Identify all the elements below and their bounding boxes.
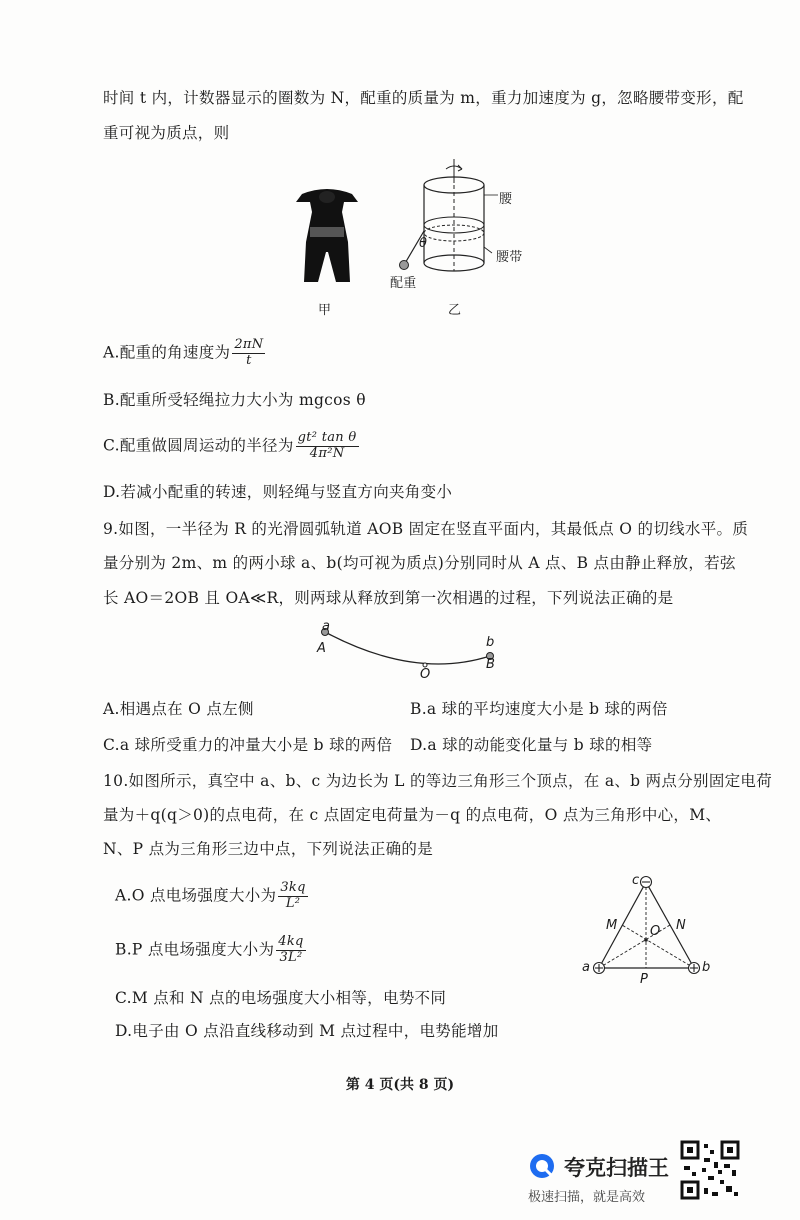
- q10-option-a-fraction: [278, 881, 307, 912]
- fig-label-yaodai: 腰带: [496, 250, 523, 265]
- q10-fig-label-c: c: [632, 873, 640, 888]
- q9-stem-line3: 长 AO＝2OB 且 OA≪R，则两球从释放到第一次相遇的过程，下列说法正确的是: [103, 589, 674, 607]
- q10-fig-label-P: P: [640, 972, 649, 987]
- q10-option-b-fraction: [276, 935, 305, 966]
- q10-option-b: [115, 935, 306, 966]
- q8-option-c-text: C.配重做圆周运动的半径为: [103, 436, 294, 455]
- q9-option-c: C.a 球所受重力的冲量大小是 b 球的两倍: [103, 736, 393, 754]
- fig-label-yi: 乙: [448, 303, 462, 318]
- q10-fig-label-a: a: [582, 960, 591, 975]
- q8-stem-line2: 重可视为质点，则: [103, 124, 230, 142]
- q10-option-a: [115, 881, 308, 912]
- q10-fig-label-b: b: [702, 960, 711, 975]
- fig-label-jia: 甲: [318, 303, 332, 318]
- q9-fig-label-b: b: [486, 635, 495, 650]
- q9-stem-line2: 量分别为 2m、m 的两小球 a、b(均可视为质点)分别同时从 A 点、B 点由静止释放，若弦: [103, 554, 736, 572]
- q8-option-c-fraction: [296, 431, 359, 462]
- fig-label-peizhong: 配重: [390, 276, 417, 291]
- q8-option-c: [103, 431, 359, 462]
- q8-option-a: [103, 338, 265, 369]
- q10-option-a-text: A.O 点电场强度大小为: [115, 886, 277, 905]
- q9-option-a: A.相遇点在 O 点左侧: [103, 700, 254, 718]
- page-number: 第 4 页(共 8 页): [345, 1077, 455, 1093]
- q9-stem-line1: 9.如图，一半径为 R 的光滑圆弧轨道 AOB 固定在竖直平面内，其最低点 O 的切线水平。质: [103, 520, 749, 538]
- q10-stem-line1: 10.如图所示，真空中 a、b、c 为边长为 L 的等边三角形三个顶点，在 a、b 两点分别固定电荷: [103, 772, 773, 790]
- q10-option-b-numerator: 4kq: [278, 934, 304, 949]
- q9-fig-label-O: O: [420, 667, 431, 682]
- q8-option-c-denominator: 4π²N: [309, 445, 345, 461]
- q10-fig-label-O: O: [650, 924, 661, 939]
- q10-option-a-numerator: 3kq: [280, 880, 306, 895]
- q10-option-c: C.M 点和 N 点的电场强度大小相等，电势不同: [115, 989, 447, 1007]
- q8-option-d: D.若减小配重的转速，则轻绳与竖直方向夹角变小: [103, 483, 453, 501]
- q9-fig-label-A: A: [317, 641, 327, 656]
- figure-arc-track: [305, 620, 515, 685]
- q8-option-a-denominator: t: [246, 352, 252, 368]
- q8-option-b: B.配重所受轻绳拉力大小为 mgcos θ: [103, 391, 366, 409]
- figure-jia-person: [292, 182, 362, 297]
- q10-fig-label-M: M: [606, 918, 618, 933]
- q10-option-a-denominator: L²: [285, 895, 301, 911]
- q10-option-b-text: B.P 点电场强度大小为: [115, 940, 275, 959]
- q9-option-d: D.a 球的动能变化量与 b 球的相等: [410, 736, 653, 754]
- q8-stem-line1: 时间 t 内，计数器显示的圈数为 N，配重的质量为 m，重力加速度为 g，忽略腰带变形，配: [103, 89, 744, 107]
- q8-option-c-numerator: gt² tan θ: [297, 430, 357, 445]
- fig-label-yao: 腰: [499, 192, 513, 207]
- q8-option-a-fraction: [232, 338, 265, 369]
- q10-stem-line2: 量为＋q(q＞0)的点电荷，在 c 点固定电荷量为－q 的点电荷，O 点为三角形中心，M、: [103, 806, 722, 824]
- q8-option-a-numerator: 2πN: [234, 337, 264, 352]
- q9-fig-label-a: a: [322, 619, 331, 634]
- q8-option-a-text: A.配重的角速度为: [103, 343, 231, 362]
- quark-logo-icon: [528, 1152, 556, 1180]
- q9-option-b: B.a 球的平均速度大小是 b 球的两倍: [410, 700, 668, 718]
- qr-code-icon: [680, 1140, 740, 1200]
- q9-fig-label-B: B: [486, 657, 496, 672]
- brand-name: 夸克扫描王: [564, 1156, 669, 1180]
- q10-option-b-denominator: 3L²: [279, 949, 303, 965]
- q10-option-d: D.电子由 O 点沿直线移动到 M 点过程中，电势能增加: [115, 1022, 499, 1040]
- q10-fig-label-N: N: [676, 918, 687, 933]
- fig-label-theta: θ: [419, 236, 428, 251]
- brand-watermark: [528, 1148, 678, 1208]
- brand-slogan: 极速扫描，就是高效: [528, 1190, 646, 1205]
- q10-stem-line3: N、P 点为三角形三边中点，下列说法正确的是: [103, 840, 434, 858]
